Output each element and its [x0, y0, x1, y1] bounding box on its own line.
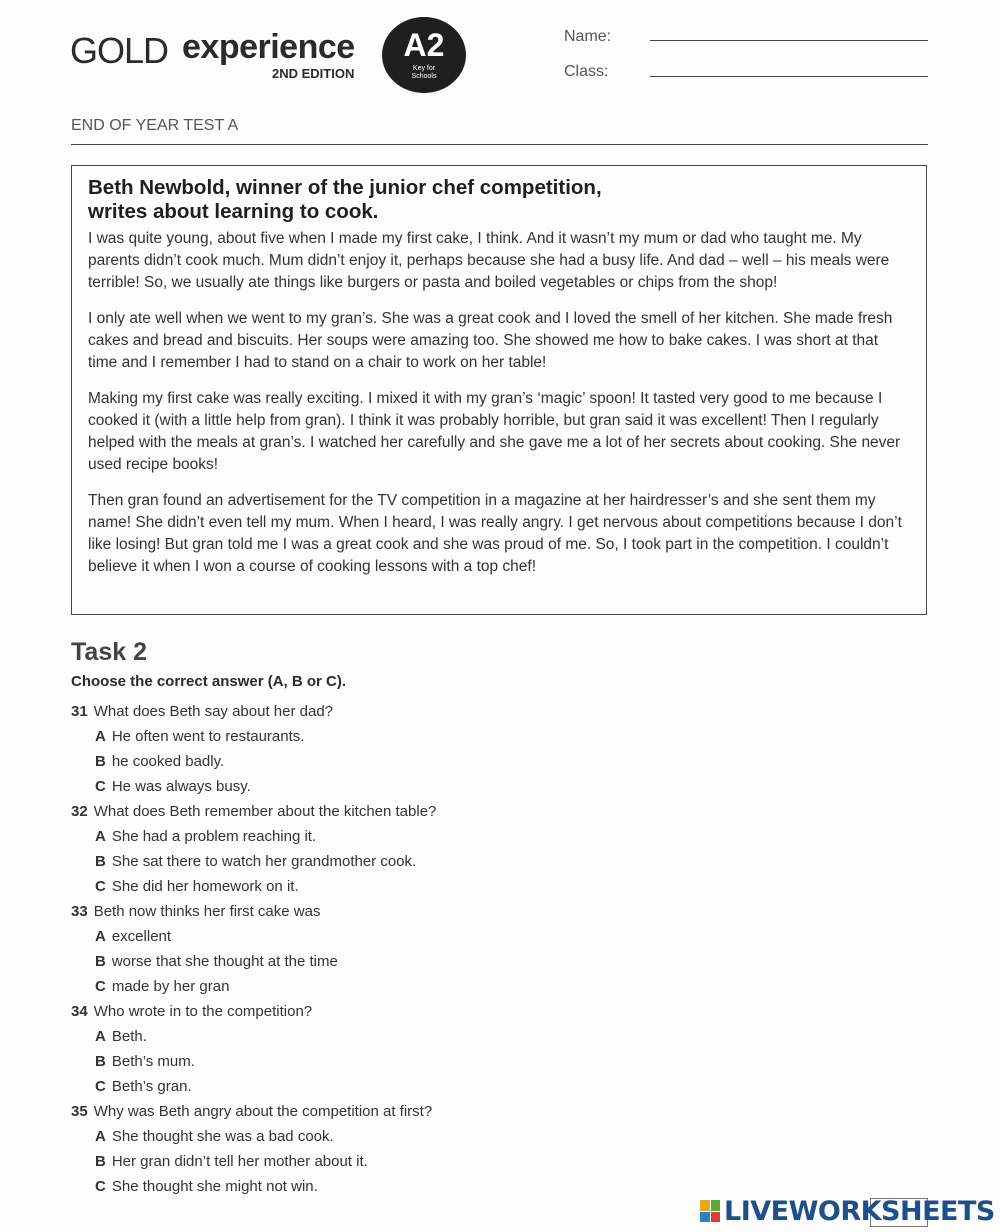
- header-divider: [71, 144, 928, 145]
- option-letter: A: [95, 1028, 106, 1045]
- article-heading: [88, 176, 910, 224]
- edition-label: 2ND EDITION: [272, 66, 355, 81]
- level-badge: [382, 17, 466, 93]
- question-text: Beth now thinks her first cake was: [93, 903, 321, 920]
- option-letter: C: [95, 778, 106, 795]
- badge-sub-2: Schools: [411, 72, 437, 80]
- answer-option[interactable]: [71, 724, 671, 749]
- test-title: END OF YEAR TEST A: [71, 117, 239, 134]
- task-instruction: Choose the correct answer (A, B or C).: [71, 673, 347, 690]
- option-text: She thought she was a bad cook.: [111, 1128, 334, 1145]
- answer-option[interactable]: [71, 824, 671, 849]
- option-text: She did her homework on it.: [111, 878, 299, 895]
- option-text: Beth’s mum.: [111, 1053, 195, 1070]
- option-letter: A: [95, 728, 106, 745]
- article-heading-line-2: writes about learning to cook.: [88, 200, 379, 223]
- article-heading-line-1: Beth Newbold, winner of the junior chef competition,: [88, 176, 602, 199]
- option-letter: C: [95, 878, 106, 895]
- article-paragraph: I only ate well when we went to my gran’s. She was a great cook and I loved the smell of her kitchen. She made fresh cakes and bread and biscuits. Her soups were amazing too. She showed me how to bake cakes. I was short at that time and I remember I had to stand on a chair to work on her table!: [88, 310, 893, 371]
- option-text: he cooked badly.: [111, 753, 225, 770]
- answer-option[interactable]: [71, 1149, 671, 1174]
- answer-option[interactable]: [71, 924, 671, 949]
- option-letter: A: [95, 928, 106, 945]
- option-text: He was always busy.: [111, 778, 251, 795]
- option-text: He often went to restaurants.: [111, 728, 305, 745]
- question-number: 31: [71, 703, 88, 720]
- brand-gold: GOLD: [70, 30, 169, 71]
- question-number: 34: [71, 1003, 88, 1020]
- question: [71, 699, 671, 724]
- class-field[interactable]: [650, 76, 928, 77]
- question: [71, 799, 671, 824]
- question-list: [71, 699, 671, 1199]
- option-text: She thought she might not win.: [111, 1178, 318, 1195]
- option-text: made by her gran: [111, 978, 230, 995]
- name-label: Name:: [564, 28, 612, 45]
- question: [71, 1099, 671, 1124]
- option-letter: A: [95, 828, 106, 845]
- badge-sub-1: Key for: [412, 65, 436, 72]
- answer-option[interactable]: [71, 1124, 671, 1149]
- option-letter: B: [95, 753, 106, 770]
- question: [71, 999, 671, 1024]
- option-text: worse that she thought at the time: [111, 953, 338, 970]
- option-letter: B: [95, 1053, 106, 1070]
- answer-option[interactable]: [71, 749, 671, 774]
- answer-option[interactable]: [71, 1024, 671, 1049]
- option-letter: C: [95, 978, 106, 995]
- question-number: 32: [71, 803, 88, 820]
- name-field[interactable]: [650, 40, 928, 41]
- answer-option[interactable]: [71, 1174, 671, 1199]
- article-box: [71, 165, 927, 615]
- liveworksheets-logo-icon: [700, 1200, 720, 1222]
- liveworksheets-footer[interactable]: [700, 1196, 995, 1227]
- question: [71, 899, 671, 924]
- option-letter: C: [95, 1078, 106, 1095]
- answer-option[interactable]: [71, 849, 671, 874]
- option-text: She sat there to watch her grandmother cook.: [111, 853, 417, 870]
- liveworksheets-brand: LIVEWORKSHEETS: [724, 1196, 995, 1227]
- answer-option[interactable]: [71, 774, 671, 799]
- article-paragraph: I was quite young, about five when I made my first cake, I think. And it wasn’t my mum or dad who taught me. My parents didn’t cook much. Mum didn’t enjoy it, perhaps because she had a busy life. And dad – well – his meals were terrible! So, we usually ate things like burgers or pasta and boiled vegetables or chips from the shop!: [88, 230, 890, 291]
- option-letter: A: [95, 1128, 106, 1145]
- question-number: 35: [71, 1103, 88, 1120]
- option-letter: B: [95, 1153, 106, 1170]
- question-text: What does Beth remember about the kitchen table?: [93, 803, 437, 820]
- task-title: Task 2: [71, 638, 147, 666]
- option-text: Her gran didn’t tell her mother about it.: [111, 1153, 368, 1170]
- option-letter: B: [95, 853, 106, 870]
- answer-option[interactable]: [71, 874, 671, 899]
- option-text: Beth.: [111, 1028, 147, 1045]
- answer-option[interactable]: [71, 1049, 671, 1074]
- level-badge-text: A2: [403, 27, 445, 63]
- brand-experience: experience: [182, 28, 355, 66]
- option-text: excellent: [111, 928, 172, 945]
- answer-option[interactable]: [71, 949, 671, 974]
- article-paragraph: Making my first cake was really exciting. I mixed it with my gran’s ‘magic’ spoon! It tasted very good to me because I cooked it (with a little help from gran). I think it was probably horrible, but gran said it was excellent! Then I regularly helped with the meals at gran’s. I watched her carefully and she gave me a lot of her secrets about cooking. She never used recipe books!: [88, 390, 901, 473]
- class-label: Class:: [564, 63, 609, 80]
- article-paragraph: Then gran found an advertisement for the TV competition in a magazine at her hairdresser’s and she sent them my name! She didn’t even tell my mum. When I heard, I was really angry. I get nervous about competitions because I don’t like losing! But gran told me I was a great cook and she was proud of me. So, I took part in the competition. I couldn’t believe it when I won a course of cooking lessons with a top chef!: [88, 492, 902, 575]
- question-number: 33: [71, 903, 88, 920]
- question-text: Who wrote in to the competition?: [93, 1003, 313, 1020]
- option-letter: C: [95, 1178, 106, 1195]
- question-text: Why was Beth angry about the competition at first?: [93, 1103, 433, 1120]
- option-text: Beth’s gran.: [111, 1078, 192, 1095]
- option-letter: B: [95, 953, 106, 970]
- answer-option[interactable]: [71, 974, 671, 999]
- option-text: She had a problem reaching it.: [111, 828, 317, 845]
- question-text: What does Beth say about her dad?: [93, 703, 334, 720]
- answer-option[interactable]: [71, 1074, 671, 1099]
